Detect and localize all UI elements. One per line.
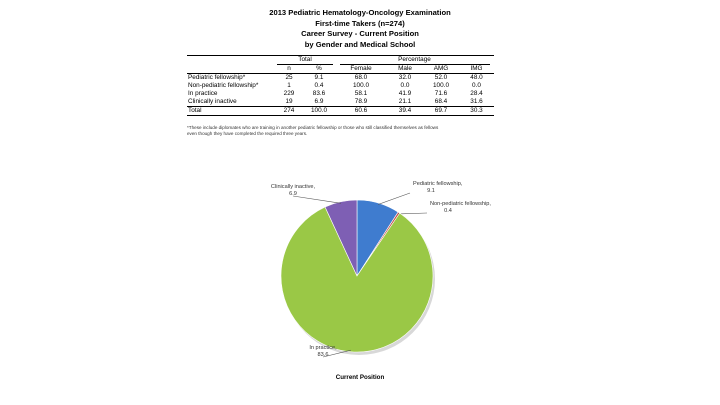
report-subtitle-breakdown: by Gender and Medical School	[304, 39, 416, 49]
pie-slice-value-label: 6.9	[289, 191, 297, 197]
pie-slice-label: Non-pediatric fellowship,	[430, 201, 491, 207]
table-cell: 25	[275, 74, 303, 83]
table-cell: 100.0	[433, 82, 449, 89]
table-cell: 1	[287, 82, 291, 89]
pie-slice-label: Clinically inactive,	[270, 184, 316, 190]
pie-slice-value-label: 83.6	[317, 352, 329, 358]
column-header: IMG	[470, 65, 483, 72]
row-label: Clinically inactive	[188, 98, 237, 105]
table-cell: 71.6	[434, 90, 448, 97]
table-cell: 68.4	[434, 98, 448, 105]
pie-slice-value-label: 9.1	[427, 188, 435, 194]
group-total-header: Total	[277, 56, 333, 65]
table-cell: 39.4	[387, 107, 423, 116]
table-cell: 100.0	[303, 107, 335, 116]
table-cell: 41.9	[398, 90, 412, 97]
column-header: n	[287, 65, 291, 72]
table-cell: 32.0	[387, 74, 423, 83]
table-cell: 28.4	[470, 90, 483, 97]
report-subtitle-survey: Career Survey - Current Position	[301, 29, 419, 38]
report-subtitle-takers: First-time Takers (n=274)	[315, 18, 405, 28]
table-cell: 31.6	[470, 98, 483, 105]
pie-leader-line	[293, 196, 341, 203]
pie-slice-label: In practice,	[309, 345, 337, 351]
pie-leader-line	[378, 193, 410, 205]
table-cell: 30.3	[459, 107, 494, 116]
table-cell: 229	[283, 90, 295, 97]
table-cell: 78.9	[354, 98, 368, 105]
row-label: Non-pediatric fellowship*	[188, 82, 259, 89]
pie-slice-value-label: 0.4	[444, 208, 452, 214]
table-cell: 0.4	[314, 82, 324, 89]
table-cell: 274	[275, 107, 303, 116]
row-label: Pediatric fellowship*	[187, 74, 275, 83]
table-cell: 19	[285, 98, 293, 105]
table-cell: 0.0	[472, 82, 481, 89]
footnote-line: *These include diplomates who are training in another pediatric fellowship or those who still classified themselves as fellows	[187, 125, 439, 130]
table-cell: 9.1	[303, 74, 335, 83]
pie-leader-line	[398, 213, 427, 214]
group-percentage-header: Percentage	[340, 56, 490, 65]
table-cell: 21.1	[398, 98, 412, 105]
row-label: Total	[187, 107, 275, 116]
pie-slice-label: Pediatric fellowship,	[413, 181, 463, 187]
table-cell: 60.6	[335, 107, 387, 116]
row-label: In practice	[188, 90, 218, 97]
table-cell: 69.7	[423, 107, 459, 116]
report-title: 2013 Pediatric Hematology-Oncology Examination	[269, 8, 451, 17]
table-cell: 83.6	[312, 90, 326, 97]
column-header: Female	[350, 65, 372, 72]
column-header: AMG	[433, 65, 449, 72]
footnote-line: even though they have completed the required three years.	[187, 131, 308, 136]
table-cell: 52.0	[423, 74, 459, 83]
table-cell: 6.9	[314, 98, 324, 105]
chart-title: Current Position	[335, 374, 385, 381]
table-cell: 48.0	[459, 74, 494, 83]
table-cell: 0.0	[400, 82, 410, 89]
table-cell: 68.0	[335, 74, 387, 83]
column-header: Male	[398, 65, 412, 72]
table-cell: 58.1	[354, 90, 368, 97]
table-cell: 100.0	[353, 82, 369, 89]
column-header: %	[316, 65, 322, 72]
